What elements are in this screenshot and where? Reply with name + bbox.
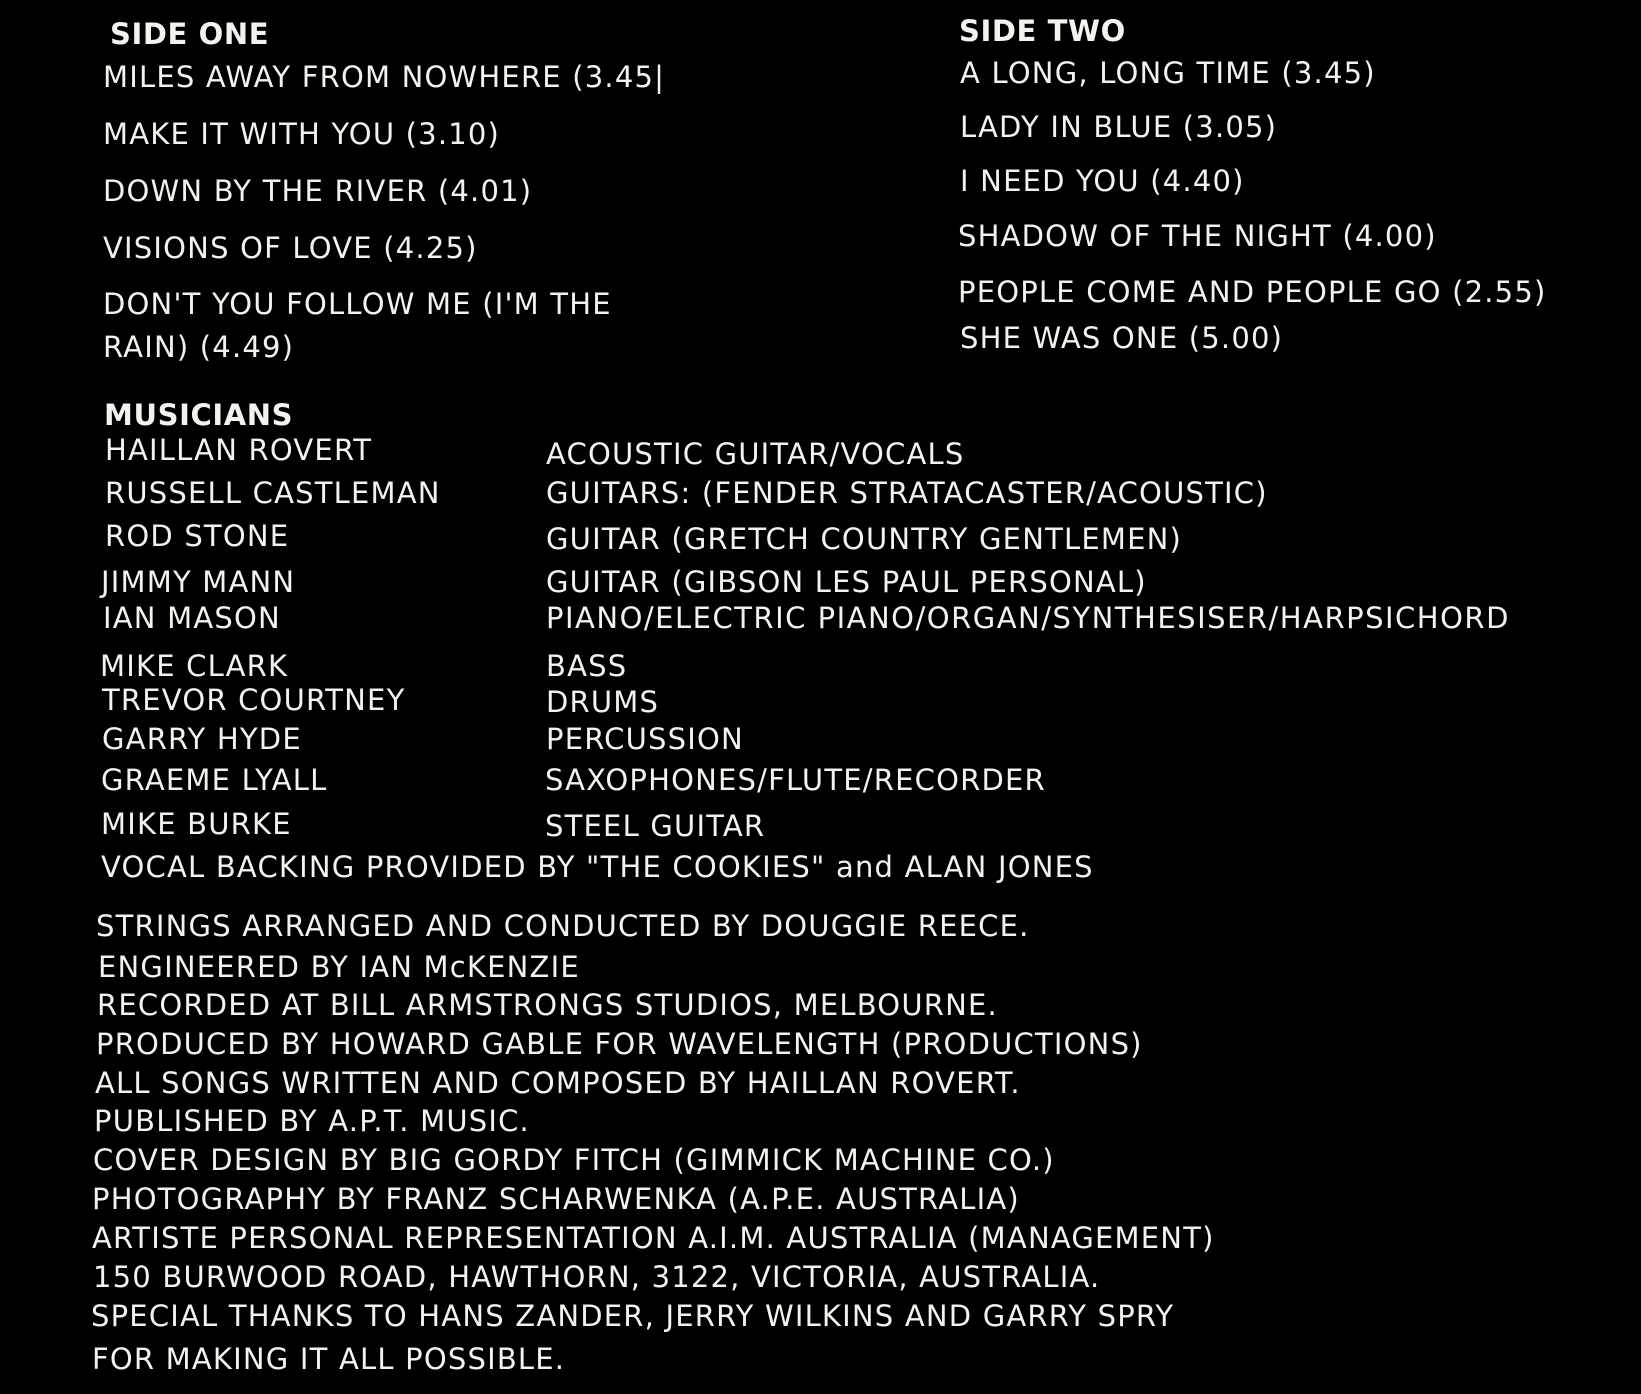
- side-two-track: SHE WAS ONE (5.00): [960, 321, 1284, 355]
- musician-role: GUITAR (GRETCH COUNTRY GENTLEMEN): [546, 522, 1183, 556]
- musician-name: MIKE CLARK: [100, 649, 289, 683]
- musician-role: STEEL GUITAR: [545, 809, 766, 843]
- credit-line: COVER DESIGN BY BIG GORDY FITCH (GIMMICK MACHINE CO.): [93, 1143, 1055, 1177]
- credit-line: PUBLISHED BY A.P.T. MUSIC.: [94, 1104, 530, 1138]
- side-two-track: LADY IN BLUE (3.05): [960, 110, 1278, 144]
- side-two-track: A LONG, LONG TIME (3.45): [960, 56, 1376, 90]
- musician-role: GUITARS: (FENDER STRATACASTER/ACOUSTIC): [546, 476, 1268, 510]
- credit-line: SPECIAL THANKS TO HANS ZANDER, JERRY WILKINS AND GARRY SPRY: [91, 1299, 1175, 1333]
- musician-role: SAXOPHONES/FLUTE/RECORDER: [545, 763, 1046, 797]
- side-two-track: PEOPLE COME AND PEOPLE GO (2.55): [958, 275, 1547, 309]
- musician-name: MIKE BURKE: [101, 807, 292, 841]
- credit-line: FOR MAKING IT ALL POSSIBLE.: [92, 1342, 566, 1376]
- credit-line: PRODUCED BY HOWARD GABLE FOR WAVELENGTH (PRODUCTIONS): [96, 1027, 1143, 1061]
- side-one-track: MAKE IT WITH YOU (3.10): [103, 117, 501, 151]
- musician-name: TREVOR COURTNEY: [102, 683, 406, 717]
- credit-line: ARTISTE PERSONAL REPRESENTATION A.I.M. AUSTRALIA (MANAGEMENT): [92, 1221, 1215, 1255]
- side-one-track: MILES AWAY FROM NOWHERE (3.45|: [103, 60, 666, 94]
- musician-role: ACOUSTIC GUITAR/VOCALS: [546, 437, 965, 471]
- side-two-track: SHADOW OF THE NIGHT (4.00): [958, 219, 1437, 253]
- credit-line: ENGINEERED BY IAN McKENZIE: [98, 950, 580, 984]
- credit-line: PHOTOGRAPHY BY FRANZ SCHARWENKA (A.P.E. AUSTRALIA): [92, 1182, 1020, 1216]
- musician-name: ROD STONE: [105, 519, 290, 553]
- musician-role: DRUMS: [546, 685, 660, 719]
- credit-line: 150 BURWOOD ROAD, HAWTHORN, 3122, VICTORIA, AUSTRALIA.: [93, 1260, 1101, 1294]
- side-one-track: VISIONS OF LOVE (4.25): [103, 231, 478, 265]
- musician-name: JIMMY MANN: [101, 565, 296, 599]
- musician-role: BASS: [546, 649, 628, 683]
- side-one-heading: SIDE ONE: [110, 17, 270, 51]
- musicians-heading: MUSICIANS: [104, 398, 294, 432]
- musician-name: HAILLAN ROVERT: [105, 433, 373, 467]
- vocal-backing-credit: VOCAL BACKING PROVIDED BY "THE COOKIES" and ALAN JONES: [101, 850, 1094, 884]
- credit-line: RECORDED AT BILL ARMSTRONGS STUDIOS, MELBOURNE.: [97, 988, 998, 1022]
- side-two-heading: SIDE TWO: [959, 14, 1126, 48]
- musician-name: IAN MASON: [103, 601, 281, 635]
- side-one-track-continuation: RAIN) (4.49): [103, 330, 295, 364]
- musician-role: PIANO/ELECTRIC PIANO/ORGAN/SYNTHESISER/HARPSICHORD: [546, 601, 1510, 635]
- side-one-track: DOWN BY THE RIVER (4.01): [103, 174, 533, 208]
- musician-role: GUITAR (GIBSON LES PAUL PERSONAL): [546, 565, 1147, 599]
- musician-name: RUSSELL CASTLEMAN: [105, 476, 441, 510]
- side-two-track: I NEED YOU (4.40): [960, 164, 1245, 198]
- musician-name: GARRY HYDE: [102, 722, 302, 756]
- musician-name: GRAEME LYALL: [101, 763, 328, 797]
- side-one-track: DON'T YOU FOLLOW ME (I'M THE: [103, 287, 612, 321]
- credit-line: ALL SONGS WRITTEN AND COMPOSED BY HAILLAN ROVERT.: [95, 1066, 1021, 1100]
- credit-line: STRINGS ARRANGED AND CONDUCTED BY DOUGGIE REECE.: [96, 909, 1030, 943]
- musician-role: PERCUSSION: [546, 722, 744, 756]
